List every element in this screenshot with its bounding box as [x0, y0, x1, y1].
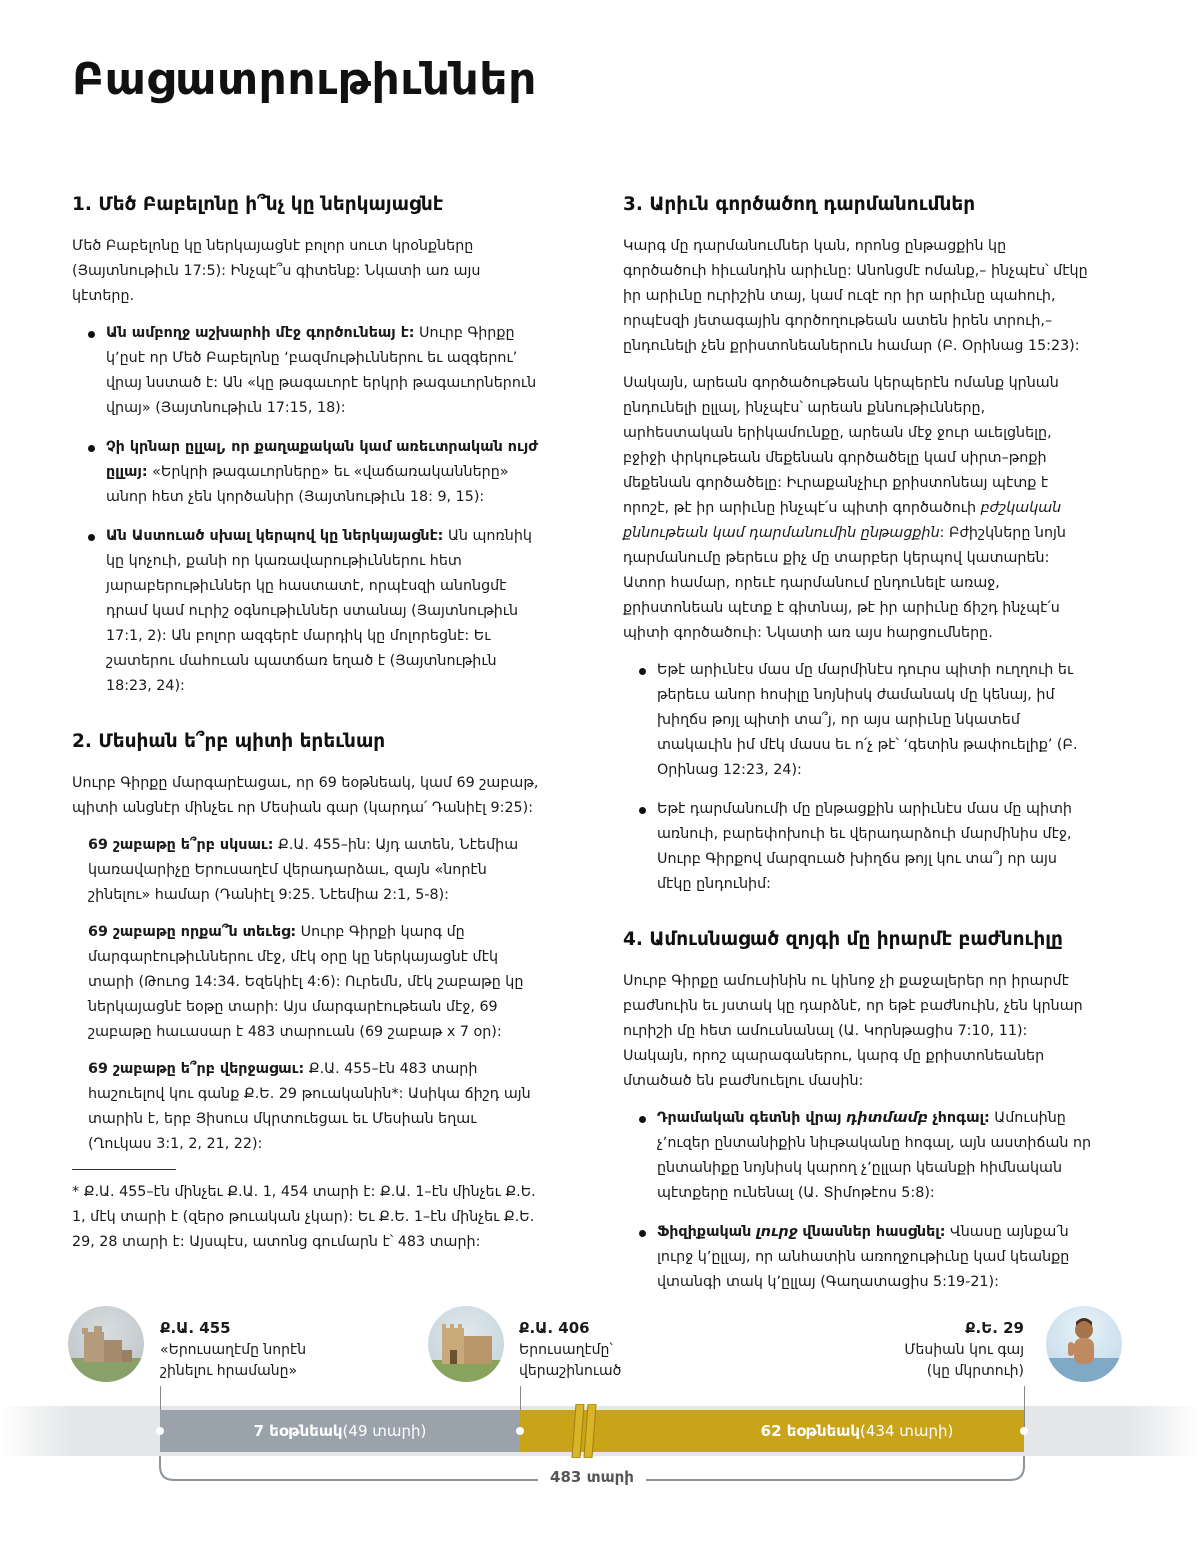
timeline-caption: շինելու հրամանը»	[160, 1363, 298, 1379]
timeline-tick	[1024, 1386, 1025, 1430]
list-item	[72, 1057, 542, 1157]
timeline-dot	[1020, 1427, 1028, 1435]
timeline-dot	[156, 1427, 164, 1435]
segment-label-thin: (49 տարի)	[342, 1422, 427, 1440]
list-item	[657, 1220, 1093, 1295]
list-item-text: Սուրբ Գիրքը կ՚ըսէ որ Մեծ Բաբելոնը ‘բազմութիւններու եւ ազգերու’ վրայ նստած է: Ան «կը թագաւորէ երկրի թագաւորներուն վրայ» (Յայտնութիւն 17:15, 18):	[106, 325, 537, 416]
page-title: Բացատրութիւններ	[72, 54, 537, 105]
list-item-bold: Չի կրնար ըլլալ, որ քաղաքական կամ առեւտրական ույժ ըլլայ:	[106, 439, 539, 480]
right-column	[623, 192, 1093, 1309]
timeline-point-29ce	[904, 1318, 1024, 1382]
list-item-bold-italic: լուրջ	[755, 1224, 798, 1240]
section-2-intro: Սուրբ Գիրքը մարգարէացաւ, որ 69 եօթնեակ, կամ 69 շաբաթ, պիտի անցնէր մինչեւ որ Մեսիան գար (կարդա՛ Դանիէլ 9:25):	[72, 775, 539, 816]
list-item-text: Ամուսինը չ՚ուզեր ընտանիքին նիւթականը հոգալ, այն աստիճան որ ընտանիքը նոյնիսկ կարող չ՚ըլլար կեանքի հիմնական պէտքերը ունենալ (Ա. Տիմոթէոս 5:8):	[657, 1110, 1092, 1201]
section-3-list	[623, 658, 1093, 897]
timeline-caption: վերաշինուած	[519, 1363, 622, 1379]
jesus-baptism-illustration	[1046, 1306, 1122, 1382]
total-years: 483 տարի	[550, 1468, 634, 1486]
list-item	[106, 524, 542, 699]
segment-label-bold: 7 եօթնեակ	[253, 1422, 343, 1440]
paragraph-text: Սակայն, արեան գործածութեան կերպերէն ոմանք կրնան ընդունելի ըլլալ, ինչպէս՝ արեան քննութիւնները, արհեստական երիկամունքը, արեան մէջ ջուր աւելցնելը, բջիջի փրկութեան մեքենան գործածելը կամ սիրտ–թոքի մեքենան գործածելը: Իւրաքանչիւր քրիստոնեայ պէտք է որոշէ, թէ իր արիւնը ինչպէ՛ս պիտի գործածուի	[623, 375, 1059, 516]
list-item	[72, 833, 542, 908]
list-item-text: Ք.Ա. 455–էն 483 տարի հաշուելով կու գանք Ք.Ե. 29 թուականին*: Ասիկա ճիշդ այն տարին է, երբ Յիսուս մկրտուեցաւ եւ Մեսիան եղաւ (Ղուկաս 3:1, 2, 21, 22):	[88, 1061, 531, 1152]
timeline-caption: Մեսիան կու գայ	[904, 1342, 1024, 1358]
timeline-year: Ք.Ե. 29	[965, 1319, 1024, 1337]
list-item-bold: Ֆիզիքական	[657, 1224, 752, 1240]
section-3-heading: 3. Արիւն գործածող դարմանումներ	[623, 194, 976, 215]
list-item-text: «Երկրի թագաւորները» եւ «վաճառականները» անոր հետ չեն կործանիր (Յայտնութիւն 18: 9, 15):	[106, 464, 509, 505]
section-4-paragraph: Սուրբ Գիրքը ամուսինին ու կինոջ չի քաջալերեր որ իրարմէ բաժնուին եւ յստակ կը դարձնէ, որ եթէ բաժնուին, չեն կրնար ուրիշի մը հետ ամուսնանալ (Ա. Կորնթացիս 7:10, 11): Սակայն, որոշ պարագաներու, կարգ մը քրիստոնեաներ մտածած են բաժնուելու մասին:	[623, 973, 1083, 1089]
timeline-year: Ք.Ա. 406	[519, 1319, 590, 1337]
list-item-bold: 69 շաբաթը որքա՞ն տեւեց:	[88, 924, 297, 940]
list-item-text: Վնասը այնքա՛ն լուրջ կ՚ըլլայ, որ անհատին առողջութիւնը կամ կեանքը վտանգի տակ կ՚ըլլայ (Գաղատացիս 5:19-21):	[657, 1224, 1070, 1290]
list-item	[106, 435, 542, 510]
timeline-caption: «Երուսաղէմը նորէն	[160, 1342, 307, 1358]
segment-label-bold: 62 եօթնեակ	[760, 1422, 860, 1440]
ruined-jerusalem-illustration	[68, 1306, 144, 1382]
timeline-point-406bce	[519, 1318, 621, 1382]
section-3-paragraph-1: Կարգ մը դարմանումներ կան, որոնց ընթացքին կը գործածուի հիւանդին արիւնը: Անոնցմէ ոմանք,– ինչպէս՝ մէկը իր արիւնը ուրիշին տայ, կամ ուզէ որ իր արիւնը պահուի, որպէսզի յետագային գործողութեան ատեն իրեն տրուի,– ընդունելի չեն քրիստոնեաներուն համար (Բ. Օրինաց 15:23):	[623, 238, 1088, 354]
list-item: Եթէ արիւնէս մաս մը մարմինէս դուրս պիտի ուղղուի եւ թերեւս անոր հոսիլը նոյնիսկ ժամանակ մը կենայ, իմ խիղճս թոյլ պիտի տա՞յ, որ այս արիւնը նկատեմ տակաւին իմ մէկ մասս եւ ո՛չ թէ՝ ‘գետին թափուելիք’ (Բ. Օրինաց 12:23, 24):	[657, 658, 1093, 783]
list-item: Եթէ դարմանումի մը ընթացքին արիւնէս մաս մը պիտի առնուի, բարեփոխուի եւ վերադարձուի մարմինիս մէջ, Սուրբ Գիրքով մարզուած խիղճս թոյլ կու տա՞յ որ այս մէկը ընդունիմ:	[657, 797, 1093, 897]
footnote: * Ք.Ա. 455–էն մինչեւ Ք.Ա. 1, 454 տարի է: Ք.Ա. 1–էն մինչեւ Ք.Ե. 1, մէկ տարի է (զերօ թուական չկար): Եւ Ք.Ե. 1–էն մինչեւ Ք.Ե. 29, 28 տարի է: Այսպէս, ատոնց գումարն է՝ 483 տարի:	[72, 1184, 536, 1250]
list-item-text: Ան պոռնիկ կը կոչուի, քանի որ կառավարութիւններու հետ յարաբերութիւններ կը հաստատէ, որպէսզի անոնցմէ դրամ կամ ուրիշ օգնութիւններ ստանայ (Յայտնութիւն 17:1, 2): Ան բոլոր ազգերէ մարդիկ կը մոլորեցնէ: Եւ շատերու մահուան պատճառ եղած է (Յայտնութիւն 18:23, 24):	[106, 528, 532, 694]
timeline-point-455bce	[160, 1318, 306, 1382]
list-item-bold: վնասներ հասցնել:	[802, 1224, 946, 1240]
list-item	[657, 1106, 1093, 1206]
paragraph-text: : Բժիշկները նոյն դարմանումը թերեւս քիչ մը տարբեր կերպով կատարեն: Ատոր համար, որեւէ դարմանում ընդունելէ առաջ, քրիստոնեան պէտք է գիտնայ, թէ իր արիւնը ճիշդ ինչպէ՛ս պիտի գործածուի: Նկատի առ այս հարցումները.	[623, 525, 1066, 641]
timeline-year: Ք.Ա. 455	[160, 1319, 231, 1337]
footnote-divider	[72, 1169, 176, 1170]
segment-7-weeks	[160, 1410, 520, 1452]
section-3-paragraph-2	[623, 371, 1093, 646]
list-item	[72, 920, 542, 1045]
left-column	[72, 192, 542, 1267]
list-item-bold: Ան ամբողջ աշխարհի մէջ գործունեայ է:	[106, 325, 415, 341]
section-1-intro: Մեծ Բաբելոնը կը ներկայացնէ բոլոր սուտ կրօնքները (Յայտնութիւն 17:5): Ինչպէ՞ս գիտենք: Նկատի առ այս կէտերը.	[72, 238, 481, 304]
section-1-heading: 1. Մեծ Բաբելոնը ի՞նչ կը ներկայացնէ	[72, 194, 444, 215]
timeline-dot	[516, 1427, 524, 1435]
list-item	[106, 321, 542, 421]
timeline-caption: Երուսաղէմը՝	[519, 1342, 613, 1358]
list-item-bold: Ան Աստուած սխալ կերպով կը ներկայացնէ:	[106, 528, 444, 544]
list-item-bold: Դրամական գետնի վրայ	[657, 1110, 842, 1126]
timeline-break-icon	[570, 1404, 600, 1458]
section-1-list	[72, 321, 542, 699]
section-4-heading: 4. Ամուսնացած զոյգի մը իրարմէ բաժնուիլը	[623, 929, 1063, 950]
section-2-heading: 2. Մեսիան ե՞րբ պիտի երեւնար	[72, 731, 386, 752]
segment-label-thin: (434 տարի)	[860, 1422, 954, 1440]
list-item-bold: 69 շաբաթը ե՞րբ սկսաւ:	[88, 837, 274, 853]
paragraph-italic: բժշկական քննութեան կամ դարմանումին ընթացքին	[623, 500, 1062, 541]
rebuilt-jerusalem-illustration	[428, 1306, 504, 1382]
prophecy-timeline	[0, 1290, 1200, 1543]
list-item-text: Ք.Ա. 455–ին: Այդ ատեն, Նէեմիա կառավարիչը Երուսաղէմ վերադարձաւ, զայն «նորէն շինելու» համար (Դանիէլ 9:25. Նէեմիա 2:1, 5-8):	[88, 837, 519, 903]
list-item-bold: չհոգալ:	[932, 1110, 990, 1126]
list-item-bold: 69 շաբաթը ե՞րբ վերջացաւ:	[88, 1061, 305, 1077]
section-4-list	[623, 1106, 1093, 1295]
list-item-text: Սուրբ Գիրքի կարգ մը մարգարէութիւններու մէջ, մէկ օրը կը ներկայացնէ մէկ տարի (Թուոց 14:34. Եզեկիէլ 4:6): Ուրեմն, մէկ շաբաթը կը ներկայացնէ եօթը տարի: Այս մարգարէութեան մէջ, 69 շաբաթը հաւասար է 483 տարուան (69 շաբաթ x 7 օր):	[88, 924, 524, 1040]
list-item-bold-italic: դիտմամբ	[846, 1110, 928, 1126]
timeline-caption: (կը մկրտուի)	[926, 1363, 1024, 1379]
